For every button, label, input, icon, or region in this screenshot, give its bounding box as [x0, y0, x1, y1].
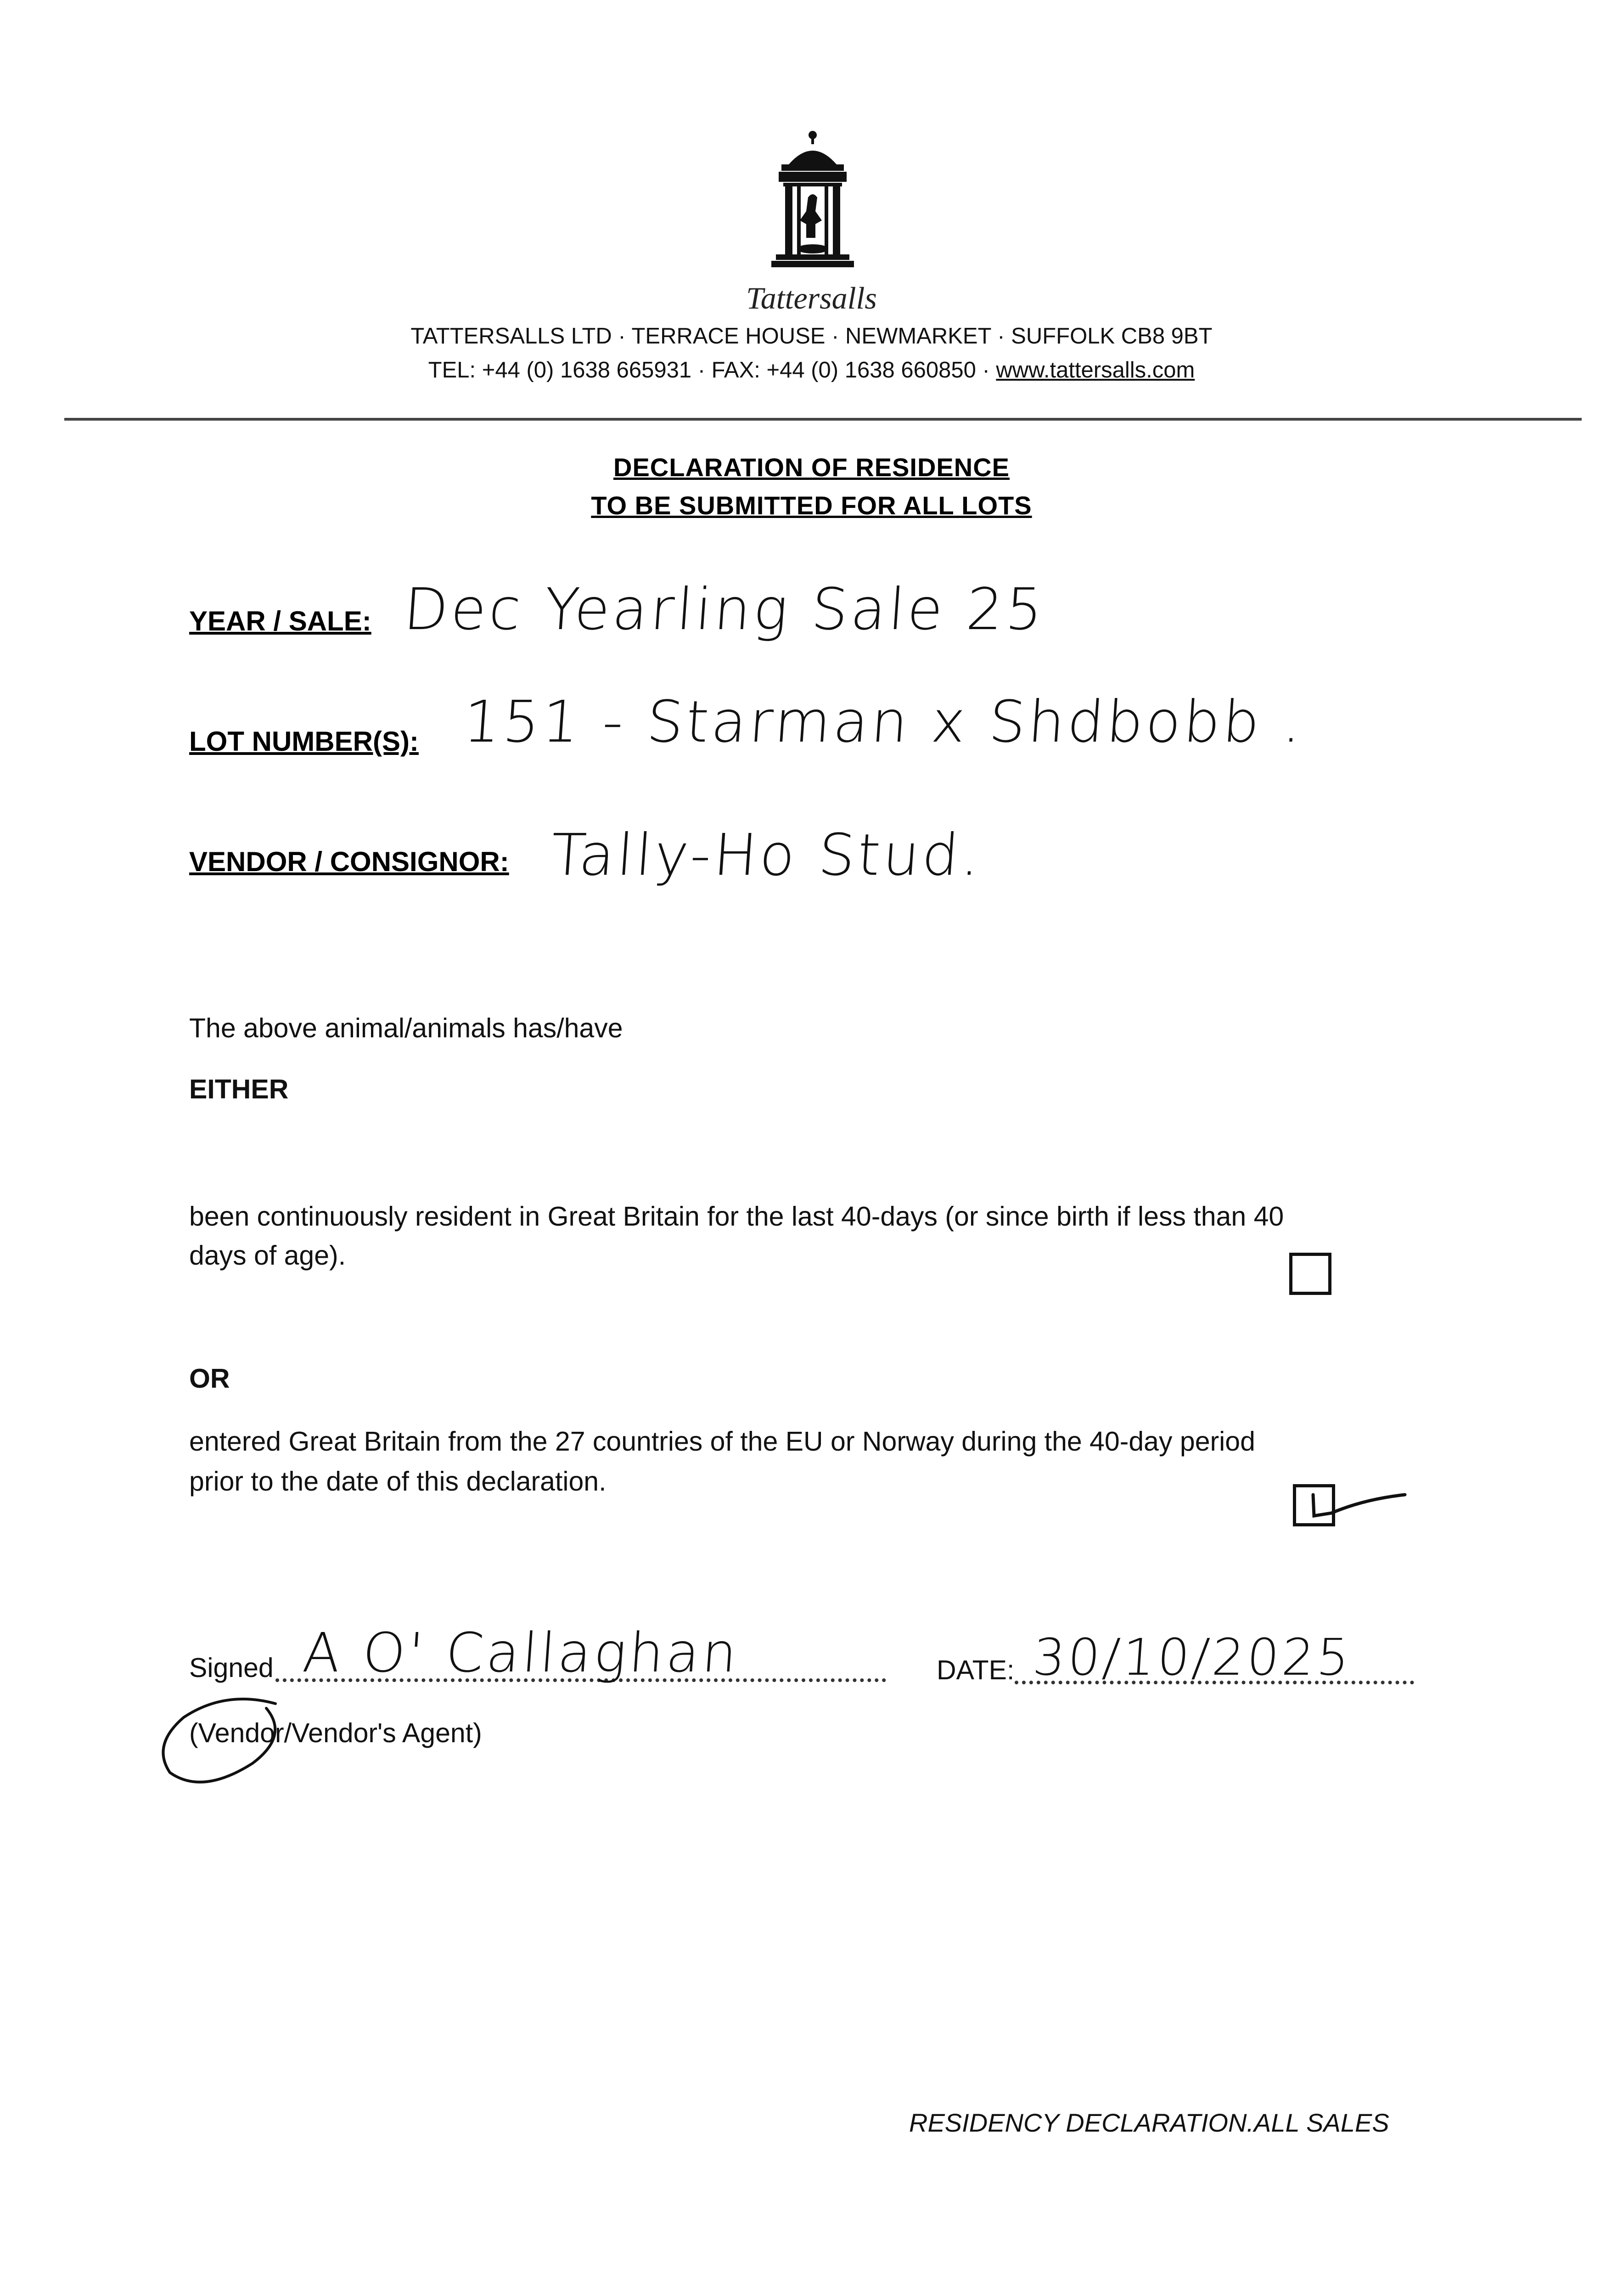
brand-name: Tattersalls [746, 281, 877, 315]
intro-text: The above animal/animals has/have [189, 1013, 623, 1043]
option1-checkbox[interactable] [1289, 1253, 1331, 1295]
phone-fax: TEL: +44 (0) 1638 665931 · FAX: +44 (0) 1638 660850 · [428, 358, 996, 383]
date-label: DATE: [937, 1655, 1015, 1685]
signer-role: (Vendor/Vendor's Agent) [189, 1718, 482, 1748]
company-address: TATTERSALLS LTD · TERRACE HOUSE · NEWMARKET · SUFFOLK CB8 9BT [410, 324, 1213, 349]
vendor-consignor-label: VENDOR / CONSIGNOR: [189, 846, 509, 877]
contact-line [0, 357, 1623, 383]
vendor-circle-mark-icon [152, 1690, 298, 1795]
tattersalls-rotunda-logo-icon [739, 129, 886, 280]
form-title: DECLARATION OF RESIDENCE [613, 453, 1010, 482]
option2-text-line1: entered Great Britain from the 27 countries of the EU or Norway during the 40-day period [189, 1426, 1255, 1457]
lot-number-value[interactable]: 151 - Starman x Shdbobb . [461, 689, 1307, 755]
form-subtitle: TO BE SUBMITTED FOR ALL LOTS [591, 491, 1032, 520]
either-label: EITHER [189, 1074, 289, 1104]
signature-value[interactable]: A O' Callaghan [301, 1621, 742, 1684]
option1-text-line2: days of age). [189, 1240, 346, 1271]
option1-text-line1: been continuously resident in Great Britain for the last 40-days (or since birth if less than 40 [189, 1201, 1284, 1232]
footer-reference: RESIDENCY DECLARATION.ALL SALES [909, 2108, 1389, 2137]
checkmark-icon [1299, 1486, 1410, 1527]
signed-label: Signed [189, 1653, 274, 1683]
lot-number-label: LOT NUMBER(S): [189, 726, 419, 757]
option2-text-line2: prior to the date of this declaration. [189, 1466, 607, 1497]
year-sale-value[interactable]: Dec Yearling Sale 25 [401, 576, 1048, 643]
vendor-consignor-value[interactable]: Tally-Ho Stud. [548, 822, 985, 889]
or-label: OR [189, 1363, 230, 1394]
website-link[interactable]: www.tattersalls.com [996, 358, 1195, 383]
header-divider [64, 418, 1582, 421]
year-sale-label: YEAR / SALE: [189, 606, 371, 636]
date-value[interactable]: 30/10/2025 [1031, 1628, 1354, 1687]
